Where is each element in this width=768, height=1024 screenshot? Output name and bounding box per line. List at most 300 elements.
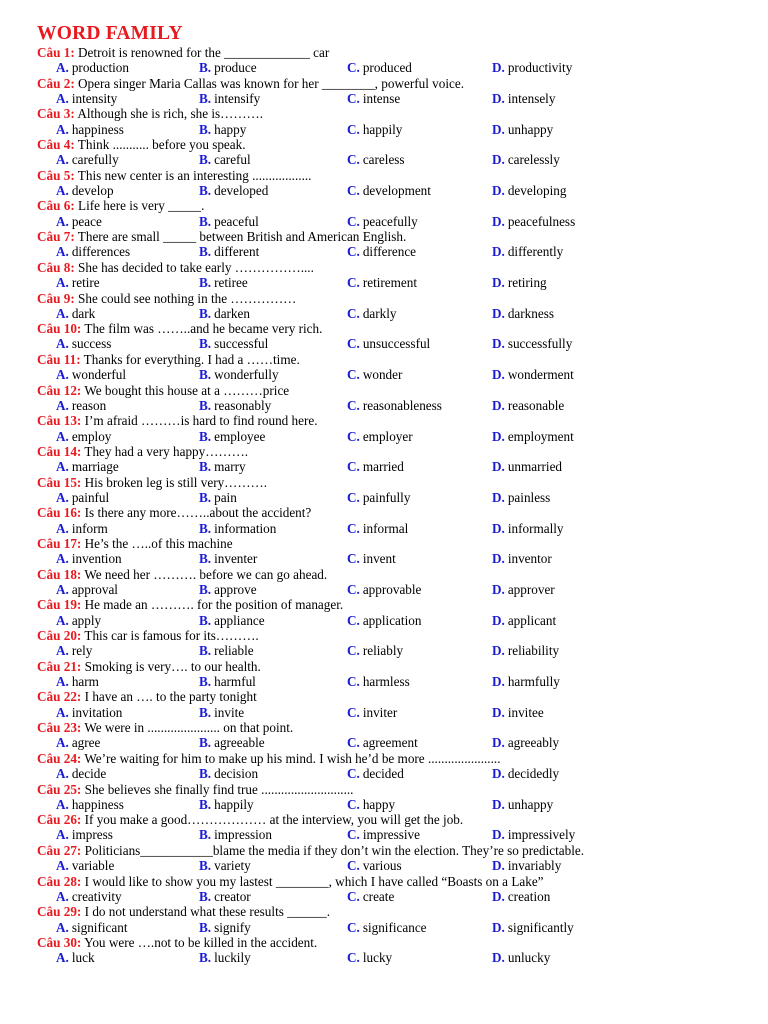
question-number: Câu 22:	[37, 689, 82, 705]
option-text: successfully	[507, 336, 573, 352]
option-text: rely	[71, 643, 93, 659]
option-a[interactable]	[56, 275, 100, 290]
option-text: happily	[214, 796, 254, 812]
option-c[interactable]	[347, 521, 408, 536]
question-number: Câu 11:	[37, 351, 81, 367]
option-text: employ	[71, 428, 112, 444]
option-a[interactable]	[56, 797, 124, 812]
answer-options	[37, 60, 737, 75]
option-letter: C.	[347, 643, 360, 659]
option-a[interactable]	[56, 643, 92, 658]
option-letter: C.	[347, 612, 360, 628]
option-d[interactable]	[492, 490, 550, 505]
option-text: retire	[71, 275, 100, 291]
option-a[interactable]	[56, 827, 113, 842]
option-d[interactable]	[492, 889, 550, 904]
option-letter: C.	[347, 735, 360, 751]
option-b[interactable]	[199, 827, 272, 842]
option-letter: A.	[56, 428, 69, 444]
answer-options	[37, 490, 737, 505]
option-text: impress	[71, 827, 113, 843]
option-a[interactable]	[56, 214, 102, 229]
option-a[interactable]	[56, 490, 109, 505]
option-text: production	[71, 60, 129, 76]
option-letter: D.	[492, 183, 505, 199]
question-item	[37, 106, 737, 137]
question-text: I do not understand what these results ______.	[84, 904, 331, 920]
option-letter: A.	[56, 612, 69, 628]
option-b[interactable]	[199, 490, 237, 505]
question-stem	[37, 137, 737, 152]
option-d[interactable]	[492, 582, 555, 597]
option-a[interactable]	[56, 398, 106, 413]
question-number: Câu 20:	[37, 628, 82, 644]
question-text: Think ........... before you speak.	[77, 137, 246, 153]
option-letter: A.	[56, 90, 69, 106]
option-text: decision	[214, 766, 259, 782]
option-letter: D.	[492, 888, 505, 904]
option-text: successful	[214, 336, 269, 352]
question-number: Câu 16:	[37, 505, 82, 521]
option-d[interactable]	[492, 152, 560, 167]
option-a[interactable]	[56, 429, 111, 444]
option-text: unhappy	[507, 121, 554, 137]
answer-options	[37, 244, 737, 259]
option-a[interactable]	[56, 858, 114, 873]
option-letter: B.	[199, 919, 212, 935]
answer-options	[37, 122, 737, 137]
option-text: agree	[71, 735, 101, 751]
option-d[interactable]	[492, 858, 561, 873]
option-d[interactable]	[492, 91, 555, 106]
option-d[interactable]	[492, 275, 547, 290]
option-text: appliance	[214, 612, 265, 628]
option-b[interactable]	[199, 91, 260, 106]
option-b[interactable]	[199, 950, 251, 965]
option-c[interactable]	[347, 275, 417, 290]
answer-options	[37, 613, 737, 628]
option-text: informally	[507, 520, 564, 536]
question-text: He made an ………. for the position of manager.	[84, 597, 344, 613]
option-letter: B.	[199, 489, 212, 505]
option-text: unmarried	[507, 459, 563, 475]
option-c[interactable]	[347, 551, 396, 566]
option-text: peace	[71, 213, 102, 229]
option-letter: D.	[492, 336, 505, 352]
option-text: darken	[214, 305, 250, 321]
option-letter: D.	[492, 643, 505, 659]
question-number: Câu 15:	[37, 474, 82, 490]
option-c[interactable]	[347, 91, 400, 106]
answer-options	[37, 950, 737, 965]
option-letter: A.	[56, 735, 69, 751]
option-text: informal	[362, 520, 409, 536]
option-b[interactable]	[199, 643, 254, 658]
option-c[interactable]	[347, 735, 418, 750]
option-c[interactable]	[347, 429, 413, 444]
option-b[interactable]	[199, 889, 251, 904]
option-b[interactable]	[199, 582, 257, 597]
answer-options	[37, 306, 737, 321]
option-a[interactable]	[56, 367, 126, 382]
option-letter: D.	[492, 367, 505, 383]
option-a[interactable]	[56, 306, 95, 321]
option-letter: A.	[56, 367, 69, 383]
option-d[interactable]	[492, 797, 553, 812]
option-a[interactable]	[56, 244, 130, 259]
option-text: harmless	[362, 674, 410, 690]
option-letter: B.	[199, 275, 212, 291]
option-b[interactable]	[199, 214, 259, 229]
option-b[interactable]	[199, 275, 248, 290]
question-number: Câu 29:	[37, 904, 82, 920]
answer-options	[37, 398, 737, 413]
question-number: Câu 5:	[37, 167, 75, 183]
option-letter: D.	[492, 919, 505, 935]
option-b[interactable]	[199, 60, 257, 75]
question-stem	[37, 106, 737, 121]
option-a[interactable]	[56, 60, 129, 75]
option-c[interactable]	[347, 459, 404, 474]
option-c[interactable]	[347, 797, 395, 812]
option-letter: B.	[199, 950, 212, 966]
question-number: Câu 3:	[37, 106, 75, 122]
option-letter: B.	[199, 244, 212, 260]
option-text: retiring	[507, 275, 547, 291]
answer-options	[37, 459, 737, 474]
option-a[interactable]	[56, 521, 108, 536]
option-letter: C.	[347, 919, 360, 935]
worksheet	[37, 22, 737, 966]
option-text: reliable	[214, 643, 254, 659]
option-letter: C.	[347, 152, 360, 168]
question-list	[37, 45, 737, 966]
option-c[interactable]	[347, 306, 397, 321]
question-stem	[37, 444, 737, 459]
question-item	[37, 383, 737, 414]
option-b[interactable]	[199, 336, 268, 351]
question-number: Câu 19:	[37, 597, 82, 613]
question-item	[37, 843, 737, 874]
option-d[interactable]	[492, 735, 559, 750]
option-letter: D.	[492, 121, 505, 137]
option-d[interactable]	[492, 244, 563, 259]
option-a[interactable]	[56, 735, 100, 750]
option-letter: B.	[199, 581, 212, 597]
option-d[interactable]	[492, 950, 550, 965]
question-stem	[37, 291, 737, 306]
option-text: invitee	[507, 704, 544, 720]
option-b[interactable]	[199, 429, 265, 444]
option-letter: B.	[199, 459, 212, 475]
option-a[interactable]	[56, 950, 95, 965]
option-c[interactable]	[347, 766, 404, 781]
option-letter: B.	[199, 766, 212, 782]
option-text: approval	[71, 581, 118, 597]
option-a[interactable]	[56, 122, 124, 137]
option-a[interactable]	[56, 766, 106, 781]
option-letter: D.	[492, 60, 505, 76]
option-d[interactable]	[492, 459, 562, 474]
option-text: develop	[71, 183, 114, 199]
question-item	[37, 751, 737, 782]
question-text: She could see nothing in the ……………	[78, 290, 297, 306]
option-letter: C.	[347, 60, 360, 76]
option-d[interactable]	[492, 766, 559, 781]
option-letter: B.	[199, 397, 212, 413]
option-a[interactable]	[56, 582, 118, 597]
option-text: darkly	[362, 305, 397, 321]
answer-options	[37, 705, 737, 720]
option-a[interactable]	[56, 551, 122, 566]
question-stem	[37, 843, 737, 858]
option-d[interactable]	[492, 60, 572, 75]
question-stem	[37, 782, 737, 797]
option-letter: B.	[199, 90, 212, 106]
option-text: information	[214, 520, 277, 536]
option-d[interactable]	[492, 214, 575, 229]
option-b[interactable]	[199, 521, 276, 536]
question-item	[37, 291, 737, 322]
option-a[interactable]	[56, 336, 111, 351]
question-item	[37, 505, 737, 536]
question-item	[37, 935, 737, 966]
option-letter: A.	[56, 183, 69, 199]
option-a[interactable]	[56, 705, 122, 720]
option-text: significance	[362, 919, 427, 935]
option-text: happily	[362, 121, 403, 137]
option-text: creator	[214, 888, 251, 904]
option-text: retirement	[362, 275, 418, 291]
option-text: difference	[362, 244, 417, 260]
option-letter: C.	[347, 121, 360, 137]
option-a[interactable]	[56, 920, 128, 935]
option-d[interactable]	[492, 643, 559, 658]
question-text: He’s the …..of this machine	[84, 536, 233, 551]
option-text: wonderment	[507, 367, 574, 383]
option-text: wonderfully	[214, 367, 279, 383]
option-letter: B.	[199, 735, 212, 751]
option-d[interactable]	[492, 336, 572, 351]
option-d[interactable]	[492, 183, 566, 198]
answer-options	[37, 152, 737, 167]
option-d[interactable]	[492, 674, 560, 689]
option-letter: B.	[199, 858, 212, 874]
question-stem	[37, 505, 737, 520]
question-stem	[37, 904, 737, 919]
option-text: developed	[214, 183, 269, 199]
option-letter: B.	[199, 152, 212, 168]
option-b[interactable]	[199, 797, 254, 812]
question-text: I have an …. to the party tonight	[84, 689, 257, 705]
option-text: development	[362, 183, 431, 199]
option-letter: D.	[492, 213, 505, 229]
option-letter: A.	[56, 919, 69, 935]
question-text: I would like to show you my lastest ________, which I have called “Boasts on a Lake”	[84, 873, 544, 889]
question-stem	[37, 720, 737, 735]
option-b[interactable]	[199, 858, 251, 873]
question-text: If you make a good……………… at the interview, you will get the job.	[84, 812, 464, 828]
question-number: Câu 18:	[37, 566, 82, 582]
option-c[interactable]	[347, 582, 421, 597]
option-d[interactable]	[492, 306, 554, 321]
option-c[interactable]	[347, 60, 412, 75]
option-d[interactable]	[492, 827, 575, 842]
option-text: harmful	[214, 674, 256, 690]
option-b[interactable]	[199, 674, 256, 689]
option-text: invite	[214, 704, 245, 720]
option-d[interactable]	[492, 122, 553, 137]
option-b[interactable]	[199, 367, 279, 382]
option-c[interactable]	[347, 950, 392, 965]
option-d[interactable]	[492, 429, 574, 444]
option-text: intensity	[71, 90, 118, 106]
answer-options	[37, 674, 737, 689]
option-c[interactable]	[347, 490, 410, 505]
option-letter: C.	[347, 489, 360, 505]
option-a[interactable]	[56, 459, 119, 474]
option-text: intense	[362, 90, 401, 106]
option-letter: A.	[56, 397, 69, 413]
option-d[interactable]	[492, 367, 574, 382]
option-text: intensify	[214, 90, 261, 106]
option-letter: C.	[347, 950, 360, 966]
option-a[interactable]	[56, 91, 117, 106]
option-c[interactable]	[347, 367, 402, 382]
option-c[interactable]	[347, 827, 420, 842]
option-b[interactable]	[199, 551, 257, 566]
option-letter: D.	[492, 704, 505, 720]
option-b[interactable]	[199, 735, 265, 750]
question-text: You were ….not to be killed in the accident.	[84, 934, 318, 950]
answer-options	[37, 336, 737, 351]
option-a[interactable]	[56, 183, 114, 198]
question-item	[37, 260, 737, 291]
option-c[interactable]	[347, 152, 405, 167]
option-c[interactable]	[347, 705, 397, 720]
option-letter: C.	[347, 367, 360, 383]
option-letter: C.	[347, 459, 360, 475]
option-letter: A.	[56, 581, 69, 597]
option-c[interactable]	[347, 214, 418, 229]
option-d[interactable]	[492, 920, 574, 935]
option-d[interactable]	[492, 398, 564, 413]
question-text: She has decided to take early ……………....	[78, 259, 314, 275]
option-c[interactable]	[347, 613, 421, 628]
option-text: luck	[71, 950, 95, 966]
question-item	[37, 352, 737, 383]
option-text: different	[214, 244, 260, 260]
option-a[interactable]	[56, 152, 119, 167]
question-stem	[37, 689, 737, 704]
option-letter: B.	[199, 367, 212, 383]
option-b[interactable]	[199, 613, 265, 628]
option-c[interactable]	[347, 183, 431, 198]
option-d[interactable]	[492, 705, 544, 720]
option-text: application	[362, 612, 422, 628]
option-a[interactable]	[56, 674, 99, 689]
question-text: Although she is rich, she is……….	[77, 106, 264, 122]
option-text: agreement	[362, 735, 418, 751]
option-text: inform	[71, 520, 108, 536]
answer-options	[37, 858, 737, 873]
option-b[interactable]	[199, 244, 259, 259]
option-c[interactable]	[347, 336, 430, 351]
option-b[interactable]	[199, 459, 246, 474]
option-text: decided	[362, 766, 404, 782]
question-number: Câu 26:	[37, 812, 82, 828]
option-text: happiness	[71, 121, 124, 137]
option-letter: D.	[492, 674, 505, 690]
option-text: variable	[71, 858, 115, 874]
option-b[interactable]	[199, 766, 258, 781]
option-a[interactable]	[56, 889, 122, 904]
option-d[interactable]	[492, 521, 564, 536]
option-letter: D.	[492, 275, 505, 291]
option-text: inviter	[362, 704, 398, 720]
question-number: Câu 28:	[37, 873, 82, 889]
option-text: retiree	[214, 275, 248, 291]
option-c[interactable]	[347, 244, 416, 259]
option-text: apply	[71, 612, 102, 628]
question-item	[37, 137, 737, 168]
question-number: Câu 1:	[37, 45, 75, 60]
option-b[interactable]	[199, 705, 244, 720]
option-b[interactable]	[199, 398, 271, 413]
question-text: The film was ……..and he became very rich.	[84, 321, 323, 337]
option-letter: A.	[56, 950, 69, 966]
option-c[interactable]	[347, 858, 402, 873]
option-text: impressively	[507, 827, 576, 843]
question-number: Câu 12:	[37, 382, 82, 398]
worksheet-title: WORD FAMILY	[37, 23, 183, 44]
question-item	[37, 229, 737, 260]
option-b[interactable]	[199, 306, 250, 321]
option-b[interactable]	[199, 152, 251, 167]
question-number: Câu 23:	[37, 720, 82, 736]
question-stem	[37, 413, 737, 428]
option-letter: C.	[347, 827, 360, 843]
option-letter: D.	[492, 305, 505, 321]
question-stem	[37, 812, 737, 827]
option-d[interactable]	[492, 551, 552, 566]
option-c[interactable]	[347, 122, 402, 137]
option-c[interactable]	[347, 920, 427, 935]
option-letter: C.	[347, 520, 360, 536]
option-letter: A.	[56, 336, 69, 352]
option-b[interactable]	[199, 122, 246, 137]
question-item	[37, 597, 737, 628]
option-a[interactable]	[56, 613, 101, 628]
option-text: invitation	[71, 704, 123, 720]
option-c[interactable]	[347, 398, 442, 413]
option-b[interactable]	[199, 183, 268, 198]
option-letter: B.	[199, 520, 212, 536]
option-d[interactable]	[492, 613, 556, 628]
answer-options	[37, 920, 737, 935]
option-c[interactable]	[347, 889, 394, 904]
question-text: We bought this house at a ………price	[84, 382, 290, 398]
option-text: produce	[214, 60, 257, 76]
option-letter: B.	[199, 305, 212, 321]
option-c[interactable]	[347, 643, 403, 658]
option-text: employee	[214, 428, 266, 444]
option-b[interactable]	[199, 920, 251, 935]
option-c[interactable]	[347, 674, 410, 689]
option-text: intensely	[507, 90, 556, 106]
question-stem	[37, 475, 737, 490]
option-letter: C.	[347, 766, 360, 782]
